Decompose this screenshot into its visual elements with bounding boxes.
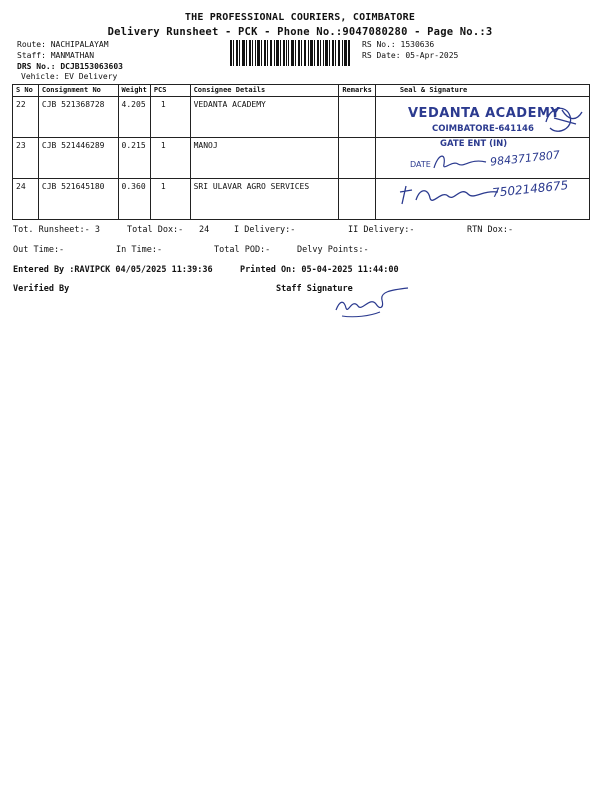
- table-header-row: [13, 85, 590, 97]
- handwritten-phone-row3: 7502148675: [491, 178, 569, 200]
- cell-consignee: MANOJ: [190, 138, 339, 179]
- handwritten-phone-row2: 9843717807: [489, 148, 561, 169]
- staff-label: Staff: MANMATHAN: [17, 51, 95, 60]
- cell-consignee: VEDANTA ACADEMY: [190, 97, 339, 138]
- cell-weight: 0.215: [118, 138, 150, 179]
- staff-signature-ink: [330, 286, 414, 320]
- runsheet-title: Delivery Runsheet - PCK - Phone No.:9047080280 - Page No.:3: [107, 26, 493, 38]
- cell-consignee: SRI ULAVAR AGRO SERVICES: [190, 179, 339, 220]
- cell-consignment: CJB 521446289: [38, 138, 118, 179]
- route-label: Route: NACHIPALAYAM: [17, 40, 109, 49]
- out-time: Out Time:-: [13, 245, 65, 255]
- column-header-consignment: Consignment No: [38, 85, 118, 97]
- company-title: THE PROFESSIONAL COURIERS, COIMBATORE: [184, 12, 416, 23]
- column-header-seal: Seal & Signature: [375, 85, 589, 97]
- column-header-pcs: PCS: [150, 85, 190, 97]
- tot-runsheet: Tot. Runsheet:- 3: [13, 225, 100, 235]
- entered-by: Entered By :RAVIPCK 04/05/2025 11:39:36: [13, 265, 213, 275]
- cell-consignment: CJB 521368728: [38, 97, 118, 138]
- i-delivery: I Delivery:-: [234, 225, 296, 235]
- cell-sno: 24: [13, 179, 39, 220]
- cell-remarks: [339, 179, 376, 220]
- cell-weight: 4.205: [118, 97, 150, 138]
- vehicle-label: Vehicle: EV Delivery: [21, 72, 118, 81]
- cell-sno: 22: [13, 97, 39, 138]
- cell-pcs: 1: [150, 138, 190, 179]
- verified-by: Verified By: [13, 284, 70, 294]
- total-pod: Total POD:-: [214, 245, 271, 255]
- signature-row3: [398, 180, 504, 210]
- cell-remarks: [339, 138, 376, 179]
- printed-on: Printed On: 05-04-2025 11:44:00: [240, 265, 399, 275]
- in-time: In Time:-: [116, 245, 163, 255]
- cell-weight: 0.360: [118, 179, 150, 220]
- delvy-points: Delvy Points:-: [297, 245, 369, 255]
- ii-delivery: II Delivery:-: [348, 225, 415, 235]
- cell-pcs: 1: [150, 179, 190, 220]
- drs-label: DRS No.: DCJB153063603: [17, 62, 123, 71]
- rtn-dox: RTN Dox:-: [467, 225, 514, 235]
- total-dox-label: Total Dox:-: [127, 225, 184, 235]
- total-dox-value: 24: [199, 225, 210, 235]
- staff-signature-label: Staff Signature: [276, 284, 353, 294]
- stamp-academy-city: COIMBATORE-641146: [432, 124, 534, 134]
- cell-remarks: [339, 97, 376, 138]
- column-header-remarks: Remarks: [339, 85, 376, 97]
- signature-row2: [430, 150, 490, 174]
- handwritten-date-label: DATE: [410, 160, 431, 169]
- cell-sno: 23: [13, 138, 39, 179]
- rs-number: RS No.: 1530636: [362, 40, 435, 49]
- cell-pcs: 1: [150, 97, 190, 138]
- rs-date: RS Date: 05-Apr-2025: [362, 51, 459, 60]
- barcode-image: [230, 40, 350, 66]
- signature-row1: [540, 100, 586, 140]
- column-header-consignee: Consignee Details: [190, 85, 339, 97]
- column-header-sno: S No: [13, 85, 39, 97]
- cell-consignment: CJB 521645180: [38, 179, 118, 220]
- stamp-gate-entry: GATE ENT (IN): [440, 139, 508, 149]
- stamp-academy-name: VEDANTA ACADEMY: [408, 106, 561, 121]
- column-header-weight: Weight: [118, 85, 150, 97]
